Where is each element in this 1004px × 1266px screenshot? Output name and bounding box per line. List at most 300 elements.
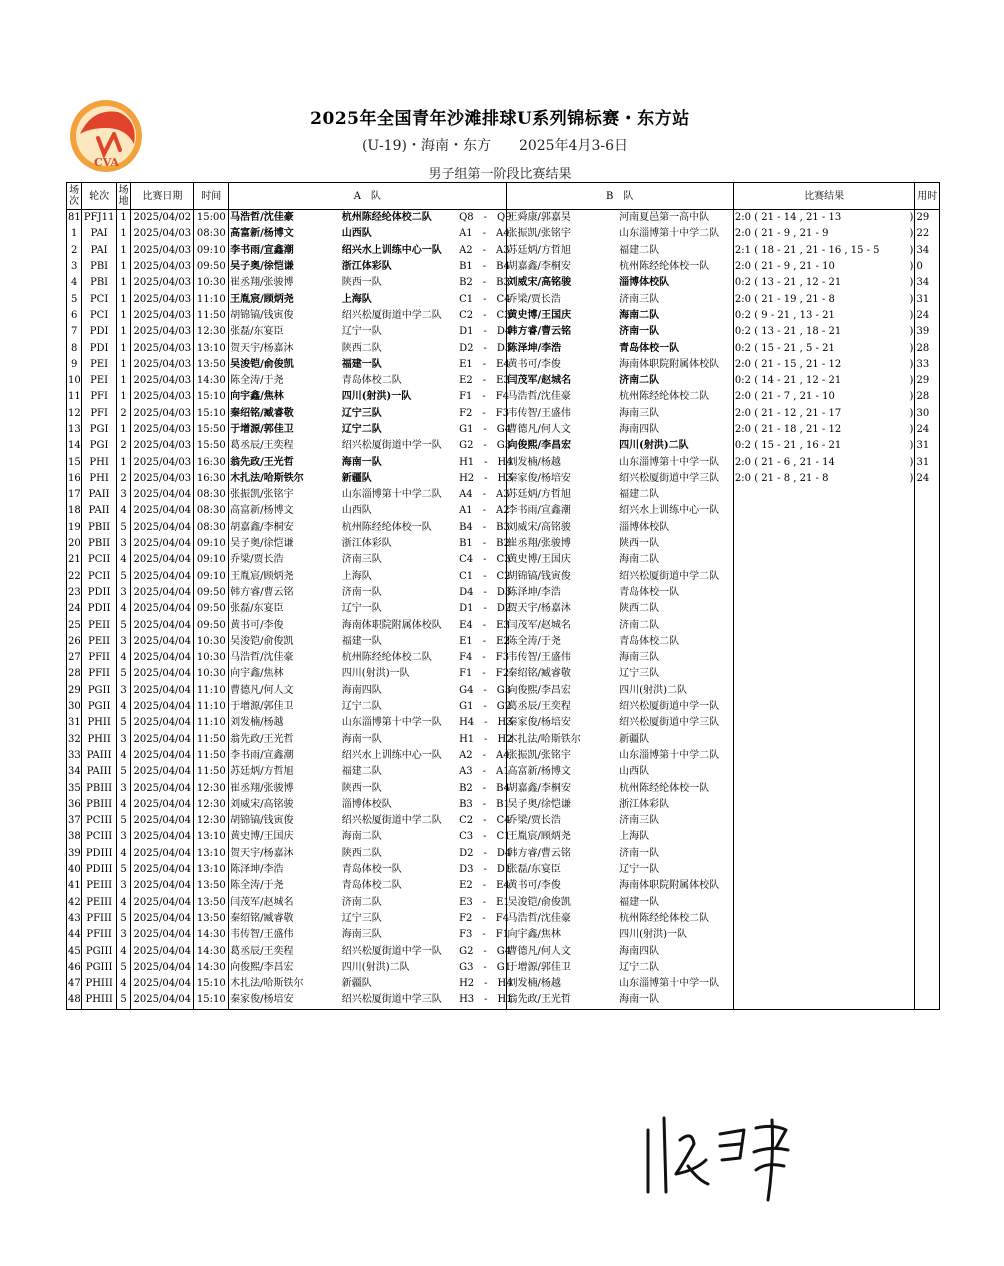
team-a-players: 翁先政/王光哲 (229, 732, 341, 748)
round: PDII (82, 601, 117, 617)
match-no: 10 (67, 373, 82, 389)
team-b-players: 张振凯/张铭宇 (506, 226, 618, 242)
team-a-players: 木扎法/哈斯铁尔 (229, 976, 341, 992)
match-no: 21 (67, 552, 82, 568)
result-score: 2:0 ( 21 - 6 , 21 - 14 (734, 456, 835, 468)
match-result (733, 617, 915, 633)
match-result (733, 683, 915, 699)
team-a-players: 木扎法/哈斯铁尔 (229, 471, 341, 487)
result-score: 2:1 ( 18 - 21 , 21 - 16 , 15 - 5 (734, 244, 880, 256)
match-result (733, 308, 915, 324)
team-b-club: 杭州陈经纶体校二队 (619, 912, 710, 924)
result-close-paren: ) (909, 277, 914, 289)
match-no: 7 (67, 324, 82, 340)
match-duration (915, 960, 940, 976)
match-row (67, 976, 940, 992)
team-b-club: 辽宁一队 (619, 864, 660, 876)
group-codes: H1 - H2 (459, 733, 513, 745)
round: PGIII (82, 960, 117, 976)
match-result (733, 862, 915, 878)
team-a-club: 海南三队 (341, 929, 382, 941)
match-date: 2025/04/04 (131, 927, 194, 943)
results-table (66, 182, 940, 1010)
match-result (733, 552, 915, 568)
round: PHII (82, 732, 117, 748)
match-duration: 29 (915, 373, 940, 389)
match-result (733, 764, 915, 780)
team-b-players: 马浩哲/沈佳豪 (506, 911, 618, 927)
team-b-players: 向宇鑫/焦林 (506, 927, 618, 943)
header-date: 比赛日期 (131, 183, 194, 210)
stage-title: 男子组第一阶段比赛结果 (428, 167, 572, 182)
match-date: 2025/04/03 (131, 373, 194, 389)
match-date: 2025/04/04 (131, 976, 194, 992)
team-a-players: 陈全涛/于尧 (229, 373, 341, 389)
team-a-club: 山东淄博第十中学一队 (341, 717, 442, 729)
match-time: 13:10 (194, 862, 229, 878)
court: 5 (116, 764, 130, 780)
group-codes: E2 - E3 (459, 375, 510, 387)
match-duration (915, 797, 940, 813)
team-b-club: 绍兴水上训练中心一队 (619, 505, 720, 517)
court: 4 (116, 846, 130, 862)
team-a-club: 辽宁三队 (341, 407, 382, 419)
match-time: 16:30 (194, 454, 229, 470)
round: PDIII (82, 846, 117, 862)
team-a-club: 海南二队 (341, 831, 382, 843)
match-no: 1 (67, 226, 82, 242)
team-b-players: 曹德凡/何人文 (506, 943, 618, 959)
match-date: 2025/04/04 (131, 846, 194, 862)
match-time: 09:10 (194, 552, 229, 568)
match-time: 08:30 (194, 520, 229, 536)
match-no: 32 (67, 732, 82, 748)
match-no: 47 (67, 976, 82, 992)
team-a-players: 陈全涛/于尧 (229, 878, 341, 894)
match-time: 15:50 (194, 438, 229, 454)
court: 1 (116, 454, 130, 470)
match-time: 11:10 (194, 683, 229, 699)
team-a-players: 王胤宸/顾炳尧 (229, 569, 341, 585)
match-time: 08:30 (194, 226, 229, 242)
match-result (733, 373, 915, 389)
match-no: 45 (67, 943, 82, 959)
team-b-players: 刘威宋/高铭骏 (506, 520, 618, 536)
group-codes: G1 - G2 (459, 701, 512, 713)
result-close-paren: ) (909, 244, 914, 256)
match-duration (915, 536, 940, 552)
team-b-club: 福建二队 (619, 489, 660, 501)
team-b-players: 黄书可/李俊 (506, 878, 618, 894)
match-no: 9 (67, 357, 82, 373)
team-b-players: 刘威宋/高铭骏 (506, 275, 618, 291)
match-result (733, 340, 915, 356)
group-codes: D3 - D1 (459, 864, 512, 876)
team-a-players: 韦传智/王盛伟 (229, 927, 341, 943)
court: 4 (116, 503, 130, 519)
match-row (67, 389, 940, 405)
team-a-club: 绍兴松厦街道中学三队 (341, 992, 458, 1009)
match-date: 2025/04/04 (131, 894, 194, 910)
court: 5 (116, 992, 130, 1009)
round: PHIII (82, 976, 117, 992)
group-codes: B1 - B4 (459, 261, 510, 273)
match-duration (915, 683, 940, 699)
header-duration: 用时 (915, 183, 940, 210)
match-time: 08:30 (194, 487, 229, 503)
match-date: 2025/04/02 (131, 210, 194, 227)
round: PEI (82, 373, 117, 389)
team-a-club: 青岛体校一队 (341, 864, 402, 876)
match-result (733, 748, 915, 764)
result-score: 2:0 ( 21 - 9 , 21 - 10 (734, 261, 835, 273)
team-b-club: 上海队 (619, 831, 650, 843)
header-result: 比赛结果 (733, 183, 915, 210)
match-no: 22 (67, 569, 82, 585)
team-a-club: 济南一队 (341, 586, 382, 598)
court: 3 (116, 829, 130, 845)
match-no: 20 (67, 536, 82, 552)
team-a-players: 陈泽坤/李浩 (229, 862, 341, 878)
match-row (67, 992, 940, 1009)
match-no: 41 (67, 878, 82, 894)
match-date: 2025/04/04 (131, 617, 194, 633)
match-time: 10:30 (194, 275, 229, 291)
match-time: 13:50 (194, 894, 229, 910)
team-a-players: 吴浚铠/俞俊凯 (229, 357, 341, 373)
group-codes: E3 - E1 (459, 896, 510, 908)
match-no: 18 (67, 503, 82, 519)
match-date: 2025/04/04 (131, 911, 194, 927)
court: 4 (116, 601, 130, 617)
match-result (733, 275, 915, 291)
match-result (733, 976, 915, 992)
team-a-club: 陕西一队 (341, 277, 382, 289)
team-b-club: 海南体职院附属体校队 (619, 358, 720, 370)
court: 5 (116, 813, 130, 829)
match-duration (915, 992, 940, 1009)
team-b-players: 翁先政/王光哲 (506, 992, 618, 1009)
round: PBII (82, 536, 117, 552)
round: PFI (82, 406, 117, 422)
match-time: 10:30 (194, 666, 229, 682)
match-duration (915, 943, 940, 959)
team-b-players: 崔丞翔/张骏博 (506, 536, 618, 552)
match-duration (915, 813, 940, 829)
result-score: 2:0 ( 21 - 12 , 21 - 17 (734, 407, 842, 419)
header-round: 轮次 (82, 183, 117, 210)
group-codes: D1 - D4 (459, 326, 512, 338)
match-no: 19 (67, 520, 82, 536)
match-no: 31 (67, 715, 82, 731)
team-a-players: 曹德凡/何人文 (229, 683, 341, 699)
court: 4 (116, 699, 130, 715)
team-a-club: 辽宁三队 (341, 912, 382, 924)
round: PDII (82, 585, 117, 601)
team-b-players: 张振凯/张铭宇 (506, 748, 618, 764)
group-codes: G3 - G1 (459, 961, 512, 973)
match-result (733, 813, 915, 829)
court: 3 (116, 927, 130, 943)
round: PEIII (82, 878, 117, 894)
match-date: 2025/04/03 (131, 291, 194, 307)
match-result (733, 569, 915, 585)
result-close-paren: ) (909, 326, 914, 338)
match-time: 10:30 (194, 650, 229, 666)
team-b-club: 辽宁三队 (619, 668, 660, 680)
header-team-b: B 队 (506, 183, 733, 210)
team-a-club: 四川(射洪)一队 (341, 668, 410, 680)
team-a-club: 海南体职院附属体校队 (341, 619, 442, 631)
group-codes: H2 - H3 (459, 472, 513, 484)
match-no: 35 (67, 780, 82, 796)
team-b-club: 绍兴松厦街道中学三队 (619, 472, 720, 484)
round: PEII (82, 634, 117, 650)
team-b-club: 福建二队 (619, 244, 660, 256)
court: 2 (116, 438, 130, 454)
match-row (67, 357, 940, 373)
team-b-club: 济南三队 (619, 293, 660, 305)
group-codes: F2 - F4 (459, 912, 510, 924)
match-duration: 34 (915, 243, 940, 259)
team-b-club: 海南二队 (619, 554, 660, 566)
team-b-club: 海南四队 (619, 945, 660, 957)
match-duration (915, 846, 940, 862)
match-result (733, 992, 915, 1009)
team-a-players: 张磊/东宴臣 (229, 324, 341, 340)
match-row (67, 454, 940, 470)
team-b-club: 山东淄博第十中学二队 (619, 228, 720, 240)
team-a-club: 浙江体彩队 (341, 261, 392, 273)
team-b-club: 海南四队 (619, 424, 660, 435)
match-result (733, 438, 915, 454)
group-codes: C2 - C4 (459, 815, 511, 827)
team-b-players: 胡嘉鑫/李桐安 (506, 780, 618, 796)
court: 4 (116, 650, 130, 666)
round: PGII (82, 683, 117, 699)
group-codes: D4 - D3 (459, 586, 512, 598)
match-time: 12:30 (194, 813, 229, 829)
match-row (67, 813, 940, 829)
match-duration (915, 748, 940, 764)
group-codes: D2 - D4 (459, 847, 512, 859)
round: PCIII (82, 829, 117, 845)
match-time: 11:10 (194, 715, 229, 731)
match-row (67, 846, 940, 862)
match-time: 12:30 (194, 324, 229, 340)
match-result (733, 960, 915, 976)
match-date: 2025/04/04 (131, 780, 194, 796)
match-result (733, 634, 915, 650)
team-b-club: 四川(射洪)二队 (619, 440, 689, 452)
group-codes: H1 - H4 (459, 456, 513, 468)
team-a-players: 贺天宇/杨嘉沐 (229, 340, 341, 356)
team-a-club: 绍兴松厦街道中学一队 (341, 440, 442, 452)
team-a-club: 福建一队 (341, 635, 382, 647)
round: PFI (82, 389, 117, 405)
court: 1 (116, 373, 130, 389)
team-a-club: 绍兴水上训练中心一队 (341, 749, 442, 761)
match-row (67, 780, 940, 796)
match-no: 40 (67, 862, 82, 878)
team-a-club: 辽宁一队 (341, 326, 382, 338)
match-time: 09:50 (194, 617, 229, 633)
team-b-club: 海南体职院附属体校队 (619, 880, 720, 892)
team-a-players: 于增源/郭佳卫 (229, 422, 341, 438)
group-codes: F3 - F1 (459, 929, 510, 941)
page-title: 2025年全国青年沙滩排球U系列锦标赛・东方站 (310, 109, 690, 129)
match-result (733, 226, 915, 242)
match-row (67, 471, 940, 487)
match-no: 14 (67, 438, 82, 454)
match-duration (915, 503, 940, 519)
team-a-club: 新疆队 (341, 978, 372, 990)
match-time: 15:00 (194, 210, 229, 227)
round: PHI (82, 454, 117, 470)
match-row (67, 894, 940, 910)
court: 1 (116, 275, 130, 291)
team-a-players: 翁先政/王光哲 (229, 454, 341, 470)
team-a-club: 四川(射洪)二队 (341, 961, 410, 973)
court: 5 (116, 862, 130, 878)
match-time: 09:10 (194, 569, 229, 585)
team-b-club: 淄博体校队 (619, 521, 670, 533)
match-result (733, 210, 915, 227)
team-b-players: 秦家俊/杨培安 (506, 715, 618, 731)
court: 3 (116, 732, 130, 748)
match-row (67, 373, 940, 389)
match-duration (915, 552, 940, 568)
team-b-players: 黄史博/王国庆 (506, 308, 618, 324)
round: PBIII (82, 797, 117, 813)
match-no: 46 (67, 960, 82, 976)
team-b-players: 黄书可/李俊 (506, 357, 618, 373)
match-date: 2025/04/04 (131, 960, 194, 976)
group-codes: F1 - F4 (459, 391, 510, 403)
match-time: 11:10 (194, 291, 229, 307)
court: 4 (116, 943, 130, 959)
team-b-players: 刘发楠/杨越 (506, 454, 618, 470)
team-b-players: 闫茂军/赵城名 (506, 617, 618, 633)
match-date: 2025/04/04 (131, 585, 194, 601)
match-duration: 24 (915, 308, 940, 324)
match-row (67, 666, 940, 682)
match-time: 11:10 (194, 699, 229, 715)
court: 1 (116, 259, 130, 275)
match-result (733, 357, 915, 373)
team-b-players: 胡嘉鑫/李桐安 (506, 259, 618, 275)
match-no: 5 (67, 291, 82, 307)
team-a-players: 黄书可/李俊 (229, 617, 341, 633)
court: 1 (116, 210, 130, 227)
team-b-players: 吴浚铠/俞俊凯 (506, 894, 618, 910)
court: 4 (116, 894, 130, 910)
team-a-players: 闫茂军/赵城名 (229, 894, 341, 910)
match-no: 38 (67, 829, 82, 845)
team-a-club: 绍兴水上训练中心一队 (341, 244, 442, 256)
team-b-club: 福建一队 (619, 896, 660, 908)
team-b-players: 李书雨/宣鑫潮 (506, 503, 618, 519)
match-time: 12:30 (194, 780, 229, 796)
team-b-players: 贺天宇/杨嘉沐 (506, 601, 618, 617)
match-result (733, 503, 915, 519)
group-codes: G2 - G4 (459, 945, 512, 957)
match-duration (915, 650, 940, 666)
match-result (733, 601, 915, 617)
match-result (733, 454, 915, 470)
match-no: 25 (67, 617, 82, 633)
team-a-club: 淄博体校队 (341, 798, 392, 810)
header-time: 时间 (194, 183, 229, 210)
match-row (67, 487, 940, 503)
result-close-paren: ) (909, 375, 914, 387)
team-a-players: 王胤宸/顾炳尧 (229, 291, 341, 307)
match-date: 2025/04/04 (131, 943, 194, 959)
court: 3 (116, 780, 130, 796)
court: 5 (116, 520, 130, 536)
team-a-club: 陕西二队 (341, 847, 382, 859)
team-a-club: 辽宁一队 (341, 603, 382, 615)
round: PDI (82, 324, 117, 340)
match-duration (915, 666, 940, 682)
result-score: 0:2 ( 14 - 21 , 12 - 21 (734, 375, 842, 387)
match-result (733, 406, 915, 422)
match-row (67, 862, 940, 878)
group-codes: H2 - H4 (459, 978, 513, 990)
court: 3 (116, 683, 130, 699)
match-date: 2025/04/04 (131, 487, 194, 503)
team-b-players: 苏廷炳/方哲旭 (506, 487, 618, 503)
match-duration (915, 927, 940, 943)
match-no: 26 (67, 634, 82, 650)
match-row (67, 911, 940, 927)
match-date: 2025/04/03 (131, 324, 194, 340)
match-date: 2025/04/03 (131, 226, 194, 242)
team-a-players: 苏廷炳/方哲旭 (229, 764, 341, 780)
match-duration (915, 617, 940, 633)
group-codes: E1 - E4 (459, 358, 510, 370)
match-duration: 31 (915, 438, 940, 454)
match-result (733, 650, 915, 666)
match-time: 13:50 (194, 911, 229, 927)
match-date: 2025/04/04 (131, 862, 194, 878)
team-b-club: 海南一队 (618, 992, 733, 1009)
match-time: 14:30 (194, 960, 229, 976)
result-close-paren: ) (909, 309, 914, 321)
match-row (67, 683, 940, 699)
match-duration: 33 (915, 357, 940, 373)
round: PFII (82, 666, 117, 682)
team-b-club: 辽宁二队 (619, 961, 660, 973)
match-duration (915, 829, 940, 845)
page-subtitle: (U-19)・海南・东方 2025年4月3-6日 (361, 138, 629, 154)
team-a-players: 向宇鑫/焦林 (229, 389, 341, 405)
group-codes: A2 - A3 (459, 244, 510, 256)
match-result (733, 943, 915, 959)
match-row (67, 960, 940, 976)
match-date: 2025/04/04 (131, 732, 194, 748)
court: 5 (116, 666, 130, 682)
match-time: 08:30 (194, 503, 229, 519)
match-result (733, 520, 915, 536)
match-row (67, 291, 940, 307)
match-time: 11:50 (194, 308, 229, 324)
group-codes: B2 - B3 (459, 277, 510, 289)
court: 1 (116, 422, 130, 438)
match-no: 44 (67, 927, 82, 943)
match-date: 2025/04/03 (131, 438, 194, 454)
team-a-club: 绍兴松厦街道中学二队 (341, 309, 442, 321)
